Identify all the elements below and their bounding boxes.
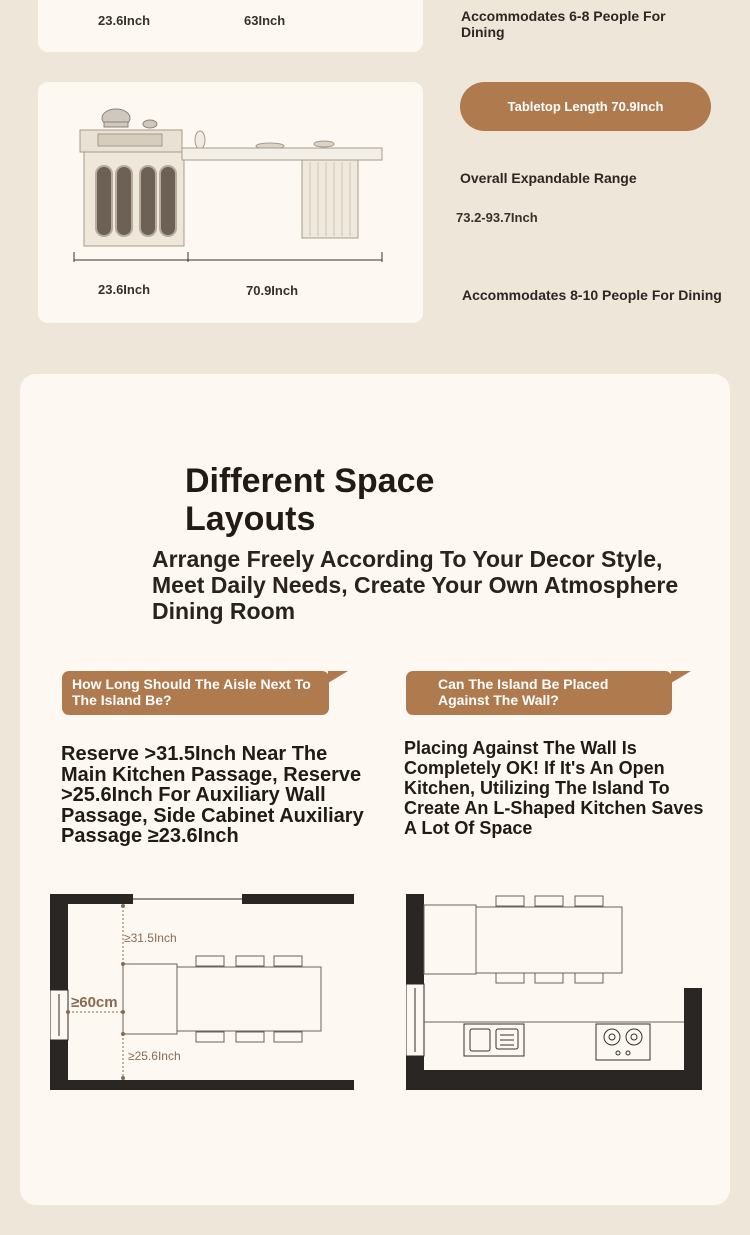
teapot-icon [102,109,157,128]
expandable-range-value: 73.2-93.7Inch [456,210,538,225]
aisle-floor-plan [50,894,355,1090]
aisle-label-top: ≥31.5Inch [124,931,177,945]
aisle-label-side: ≥60cm [71,994,118,1011]
wall-answer: Placing Against The Wall Is Completely OK! If It's An Open Kitchen, Utilizing The Island To Create An L-Shaped Kitchen Saves A Lot Of Space [404,738,704,838]
tag-tail [671,671,691,683]
dimension-label-left: 23.6Inch [98,13,151,28]
tag-tail [328,671,348,683]
dimension-label-right: 63Inch [244,13,286,28]
product-card-small [38,0,423,52]
sink-icon [464,1024,524,1056]
stove-icon [596,1024,650,1060]
aisle-question-tag: How Long Should The Aisle Next To The Island Be? [62,671,329,715]
tabletop-length-pill: Tabletop Length 70.9Inch [460,82,711,131]
island-table-illustration [70,98,390,268]
dimension-label-left: 23.6Inch [98,282,151,297]
capacity-text-large: Accommodates 8-10 People For Dining [462,287,722,303]
dimension-label-right: 70.9Inch [246,283,299,298]
section-subtitle: Arrange Freely According To Your Decor Style, Meet Daily Needs, Create Your Own Atmosphere Dining Room [152,546,679,624]
wall-floor-plan [406,894,704,1090]
aisle-label-bottom: ≥25.6Inch [128,1049,181,1063]
aisle-answer: Reserve >31.5Inch Near The Main Kitchen Passage, Reserve >25.6Inch For Auxiliary Wall Passage, Side Cabinet Auxiliary Passage ≥23.6Inch [61,743,364,847]
section-title: Different Space Layouts [185,462,435,538]
capacity-text-small: Accommodates 6-8 People For Dining [461,8,666,40]
wall-question-tag: Can The Island Be Placed Against The Wall? [406,671,672,715]
expandable-range-label: Overall Expandable Range [460,170,637,186]
